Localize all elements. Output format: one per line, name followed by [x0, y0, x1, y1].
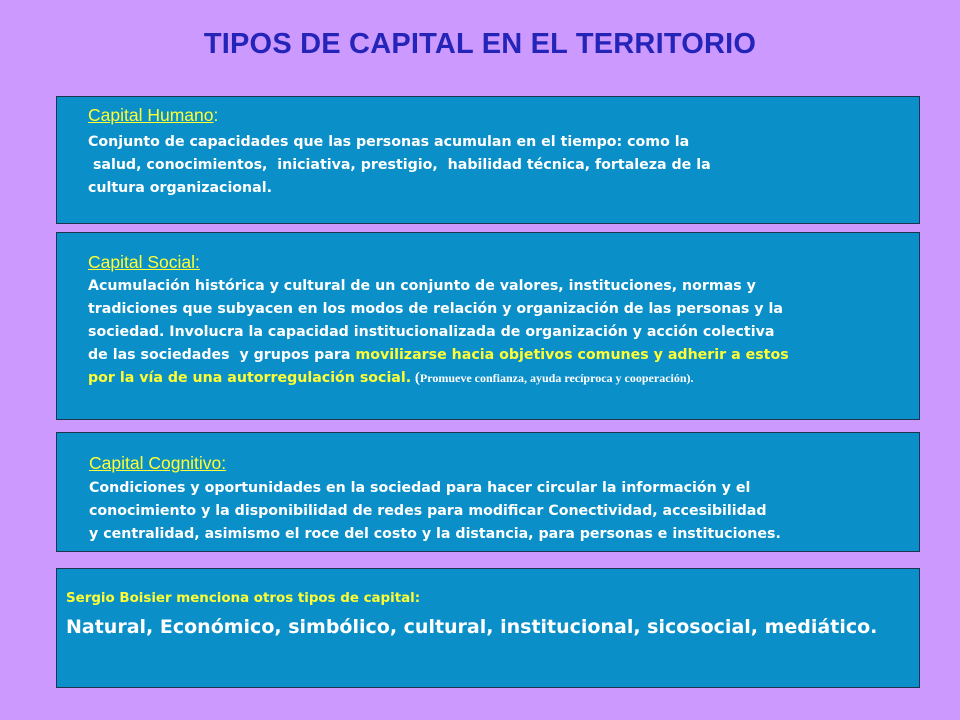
page-title: TIPOS DE CAPITAL EN EL TERRITORIO: [203, 28, 757, 60]
capital-humano-description: [88, 131, 711, 200]
boisier-intro: Sergio Boisier menciona otros tipos de capital:: [66, 591, 421, 606]
capital-social-line: [88, 367, 789, 390]
capital-social-note: Promueve confianza, ayuda recíproca y cooperación).: [419, 371, 694, 385]
capital-cognitivo-line: y centralidad, asimismo el roce del costo y la distancia, para personas e instituciones.: [89, 526, 781, 542]
capital-cognitivo-panel: [56, 432, 920, 552]
capital-humano-line: salud, conocimientos, iniciativa, prestigio, habilidad técnica, fortaleza de la: [88, 157, 711, 173]
capital-social-heading: Capital Social:: [88, 252, 200, 272]
capital-humano-heading: [88, 105, 218, 126]
capital-cognitivo-heading: Capital Cognitivo:: [89, 453, 227, 473]
capital-cognitivo-line: conocimiento y la disponibilidad de redes para modificar Conectividad, accesibilidad: [89, 503, 767, 519]
capital-social-line4-highlight: movilizarse hacia objetivos comunes y adherir a estos: [355, 347, 789, 363]
capital-social-note-paren: (: [411, 370, 420, 386]
capital-social-line4-text: de las sociedades y grupos para: [88, 347, 356, 363]
capital-humano-line: cultura organizacional.: [88, 180, 272, 196]
capital-humano-line: Conjunto de capacidades que las personas acumulan en el tiempo: como la: [88, 134, 690, 150]
capital-social-line: tradiciones que subyacen en los modos de relación y organización de las personas y la: [88, 301, 783, 317]
capital-humano-panel: [56, 96, 920, 224]
capital-social-panel: [56, 232, 920, 420]
capital-social-line: Acumulación histórica y cultural de un conjunto de valores, instituciones, normas y: [88, 278, 756, 294]
capital-humano-heading-text: Capital Humano: [88, 105, 214, 125]
capital-social-description: [88, 275, 789, 390]
capital-social-line: sociedad. Involucra la capacidad institucionalizada de organización y acción colectiva: [88, 324, 775, 340]
boisier-panel: [56, 568, 920, 688]
boisier-capital-list: Natural, Económico, simbólico, cultural, institucional, sicosocial, mediático.: [66, 616, 878, 638]
capital-cognitivo-line: Condiciones y oportunidades en la sociedad para hacer circular la información y el: [89, 480, 751, 496]
capital-cognitivo-description: [89, 477, 781, 546]
capital-social-line5-highlight: por la vía de una autorregulación social.: [88, 370, 412, 386]
capital-humano-heading-colon: :: [213, 105, 219, 125]
capital-social-line: [88, 344, 789, 367]
